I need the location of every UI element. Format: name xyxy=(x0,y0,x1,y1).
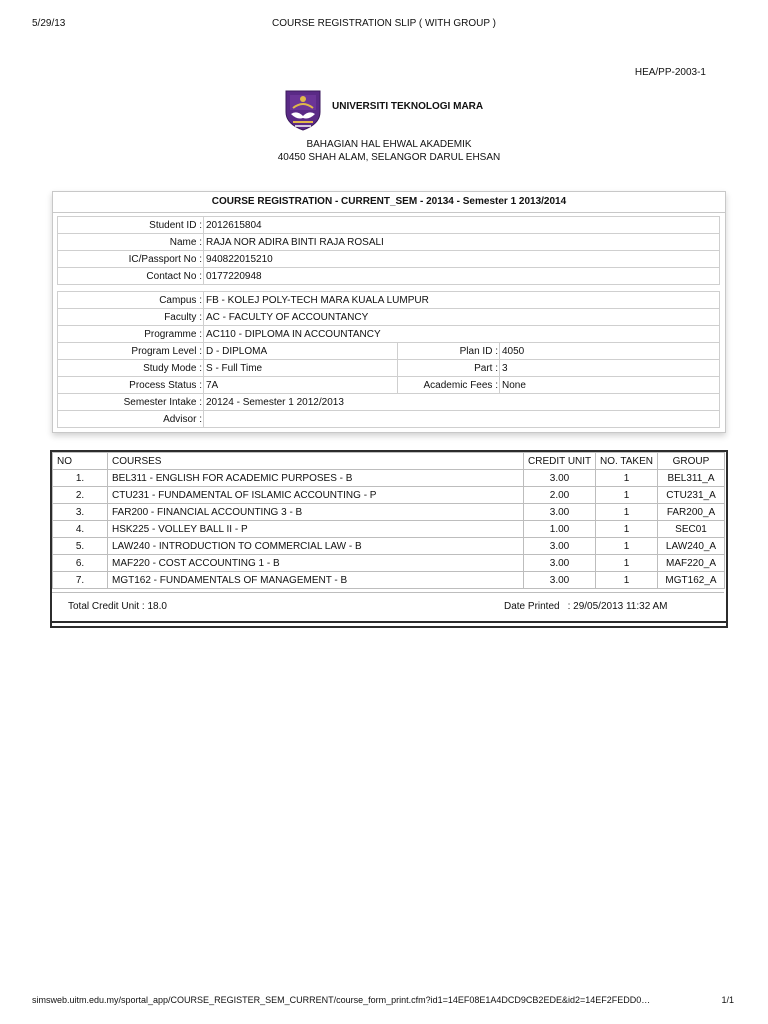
ic-label: IC/Passport No : xyxy=(129,254,202,265)
student-id-label: Student ID : xyxy=(149,220,202,231)
academic-info-table xyxy=(57,291,720,428)
registration-title: COURSE REGISTRATION - CURRENT_SEM - 20134 - Semester 1 2013/2014 xyxy=(211,196,567,207)
course-no: 6. xyxy=(53,555,108,572)
courses-table xyxy=(52,452,725,589)
contact-value: 0177220948 xyxy=(204,268,720,285)
col-credit-header: CREDIT UNIT xyxy=(524,453,596,470)
course-name: BEL311 - ENGLISH FOR ACADEMIC PURPOSES - B xyxy=(108,470,524,487)
course-taken: 1 xyxy=(596,470,658,487)
course-group: BEL311_A xyxy=(658,470,725,487)
academic-fees-label: Academic Fees : xyxy=(424,380,498,391)
contact-label: Contact No : xyxy=(146,271,202,282)
course-taken: 1 xyxy=(596,538,658,555)
date-printed-value: : 29/05/2013 11:32 AM xyxy=(567,601,668,612)
department-name: BAHAGIAN HAL EHWAL AKADEMIK xyxy=(306,139,472,150)
student-id-row xyxy=(58,217,720,234)
plan-id-value: 4050 xyxy=(500,343,720,360)
course-name: MGT162 - FUNDAMENTALS OF MANAGEMENT - B xyxy=(108,572,524,589)
panel-divider xyxy=(52,212,726,213)
course-name: LAW240 - INTRODUCTION TO COMMERCIAL LAW - B xyxy=(108,538,524,555)
process-status-label: Process Status : xyxy=(129,380,202,391)
student-id-value: 2012615804 xyxy=(204,217,720,234)
semester-intake-row xyxy=(58,394,720,411)
course-taken: 1 xyxy=(596,504,658,521)
programme-row xyxy=(58,326,720,343)
campus-label: Campus : xyxy=(159,295,202,306)
faculty-row xyxy=(58,309,720,326)
course-no: 1. xyxy=(53,470,108,487)
course-row xyxy=(53,504,725,521)
course-group: SEC01 xyxy=(658,521,725,538)
program-level-row xyxy=(58,343,720,360)
col-course-header: COURSES xyxy=(108,453,524,470)
name-value: RAJA NOR ADIRA BINTI RAJA ROSALI xyxy=(204,234,720,251)
study-mode-label: Study Mode : xyxy=(143,363,202,374)
programme-label: Programme : xyxy=(144,329,202,340)
course-group: MGT162_A xyxy=(658,572,725,589)
name-label: Name : xyxy=(170,237,202,248)
date-printed-label: Date Printed xyxy=(504,601,560,612)
uitm-crest-icon xyxy=(283,88,323,132)
ic-row xyxy=(58,251,720,268)
programme-value: AC110 - DIPLOMA IN ACCOUNTANCY xyxy=(204,326,720,343)
print-footer-page: 1/1 xyxy=(721,995,734,1005)
course-group: FAR200_A xyxy=(658,504,725,521)
program-level-value: D - DIPLOMA xyxy=(204,343,398,360)
study-mode-value: S - Full Time xyxy=(204,360,398,377)
plan-id-label: Plan ID : xyxy=(460,346,498,357)
print-header-date: 5/29/13 xyxy=(32,18,66,29)
contact-row xyxy=(58,268,720,285)
course-row xyxy=(53,555,725,572)
process-status-row xyxy=(58,377,720,394)
process-status-value: 7A xyxy=(204,377,398,394)
course-name: CTU231 - FUNDAMENTAL OF ISLAMIC ACCOUNTING - P xyxy=(108,487,524,504)
course-group: MAF220_A xyxy=(658,555,725,572)
course-name: MAF220 - COST ACCOUNTING 1 - B xyxy=(108,555,524,572)
advisor-row xyxy=(58,411,720,428)
print-footer-url: simsweb.uitm.edu.my/sportal_app/COURSE_REGISTER_SEM_CURRENT/course_form_print.cfm?id1=14EF08E1A4DCD9CB2EDE&id2=14EF2FEDD0… xyxy=(32,995,651,1005)
part-value: 3 xyxy=(500,360,720,377)
program-level-label: Program Level : xyxy=(131,346,202,357)
total-credit: Total Credit Unit : 18.0 xyxy=(68,601,167,612)
faculty-value: AC - FACULTY OF ACCOUNTANCY xyxy=(204,309,720,326)
course-no: 4. xyxy=(53,521,108,538)
advisor-label: Advisor : xyxy=(163,414,202,425)
course-no: 7. xyxy=(53,572,108,589)
course-taken: 1 xyxy=(596,487,658,504)
name-row xyxy=(58,234,720,251)
course-row xyxy=(53,521,725,538)
courses-bottom-border xyxy=(50,621,726,623)
course-taken: 1 xyxy=(596,521,658,538)
part-label: Part : xyxy=(474,363,498,374)
course-credit: 2.00 xyxy=(524,487,596,504)
university-name: UNIVERSITI TEKNOLOGI MARA xyxy=(332,101,484,112)
student-info-table xyxy=(57,216,720,285)
campus-value: FB - KOLEJ POLY-TECH MARA KUALA LUMPUR xyxy=(204,292,720,309)
print-header-title: COURSE REGISTRATION SLIP ( WITH GROUP ) xyxy=(272,18,496,29)
course-name: FAR200 - FINANCIAL ACCOUNTING 3 - B xyxy=(108,504,524,521)
col-group-header: GROUP xyxy=(658,453,725,470)
faculty-label: Faculty : xyxy=(164,312,202,323)
form-code: HEA/PP-2003-1 xyxy=(634,67,706,78)
academic-fees-value: None xyxy=(500,377,720,394)
study-mode-row xyxy=(58,360,720,377)
course-taken: 1 xyxy=(596,555,658,572)
course-credit: 3.00 xyxy=(524,470,596,487)
department-address: 40450 SHAH ALAM, SELANGOR DARUL EHSAN xyxy=(277,152,501,163)
course-taken: 1 xyxy=(596,572,658,589)
date-printed xyxy=(504,601,668,612)
course-credit: 3.00 xyxy=(524,504,596,521)
ic-value: 940822015210 xyxy=(204,251,720,268)
advisor-value xyxy=(204,411,720,428)
course-name: HSK225 - VOLLEY BALL II - P xyxy=(108,521,524,538)
course-row xyxy=(53,470,725,487)
course-group: LAW240_A xyxy=(658,538,725,555)
course-no: 2. xyxy=(53,487,108,504)
semester-intake-label: Semester Intake : xyxy=(124,397,202,408)
course-group: CTU231_A xyxy=(658,487,725,504)
course-row xyxy=(53,572,725,589)
col-no-header: NO xyxy=(53,453,108,470)
course-credit: 1.00 xyxy=(524,521,596,538)
course-no: 5. xyxy=(53,538,108,555)
course-credit: 3.00 xyxy=(524,572,596,589)
semester-intake-value: 20124 - Semester 1 2012/2013 xyxy=(204,394,720,411)
col-taken-header: NO. TAKEN xyxy=(596,453,658,470)
course-credit: 3.00 xyxy=(524,555,596,572)
course-row xyxy=(53,487,725,504)
courses-header-row xyxy=(53,453,725,470)
course-credit: 3.00 xyxy=(524,538,596,555)
course-row xyxy=(53,538,725,555)
campus-row xyxy=(58,292,720,309)
course-no: 3. xyxy=(53,504,108,521)
